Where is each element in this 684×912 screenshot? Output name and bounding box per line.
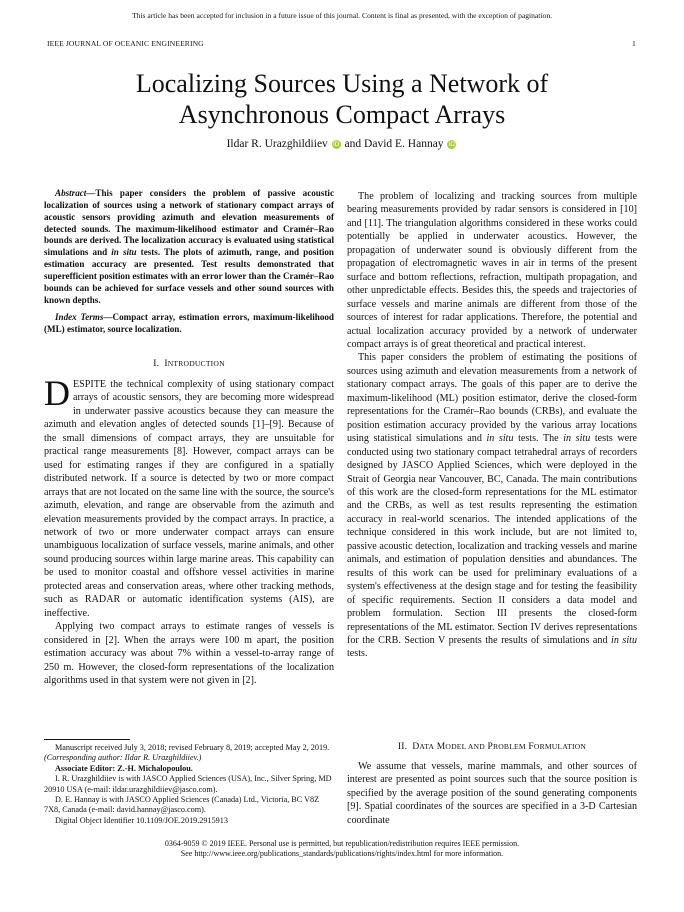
corresponding-author: (Corresponding author: Ildar R. Urazghildiiev.): [44, 753, 202, 763]
introduction-body: [44, 373, 334, 687]
footnotes: [44, 743, 334, 826]
abstract-text: This paper considers the problem of passive acoustic localization of sources using a network of stationary compact arrays of acoustic sensors providing azimuth and elevation measurements of detected sounds. The maximum-likelihood estimator and Cramér–Rao bounds are derived. The localization accuracy is evaluated using statistical simulations and: [44, 188, 334, 258]
copyright-line-2[interactable]: See http://www.ieee.org/publications_standards/publications/rights/index.html for more information.: [180, 849, 504, 859]
acceptance-banner: This article has been accepted for inclusion in a future issue of this journal. Content is final as presented, with the exception of pagination.: [131, 11, 553, 20]
author-1[interactable]: Ildar R. Urazghildiiev: [226, 138, 328, 150]
copyright-notice: [0, 839, 684, 860]
right-column-body: [347, 190, 637, 661]
abstract: [44, 188, 334, 306]
manuscript-dates: Manuscript received July 3, 2018; revised February 8, 2019; accepted May 2, 2019.: [55, 743, 330, 752]
affiliation-2: D. E. Hannay is with JASCO Applied Sciences (Canada) Ltd., Victoria, BC V8Z 7X8, Canada (e-mail: david.hannay@jasco.com).: [44, 795, 320, 815]
title-line-2: Asynchronous Compact Arrays: [178, 100, 506, 129]
section-heading-introduction: I. INTRODUCTION: [153, 359, 225, 369]
right-paragraph-1: The problem of localizing and tracking sources from multiple bearing measurements provided by radar sensors is considered in [10] and [11]. The triangulation algorithms considered in these works could potentially be applied in underwater acoustics. However, the propagation of underwater sound is obviously different from the propagation of electromagnetic waves in air in terms of the present surface and bottom reflections, refraction, multipath propagation, and other unpredictable effects. Besides this, the speeds and trajectories of surface vessels and marine animals are different from those of the sources of interest for radar applications. Therefore, the potential and actual localization accuracy provided by a network of underwater compact arrays is of great theoretical and practical interest.: [347, 191, 637, 350]
author-2[interactable]: David E. Hannay: [364, 138, 444, 150]
section-heading-data-model: II. DATA MODEL AND PROBLEM FORMULATION: [397, 742, 587, 752]
abstract-label: Abstract—: [55, 188, 96, 198]
index-terms-text: —Compact array, estimation errors, maximum-likelihood (ML) estimator, source localization.: [44, 312, 334, 334]
intro-first-word: ESPITE: [73, 379, 107, 390]
index-terms-label: Index Terms: [55, 312, 104, 322]
associate-editor: Associate Editor: Z.-H. Michalopoulou.: [55, 763, 193, 773]
journal-header: IEEE JOURNAL OF OCEANIC ENGINEERING: [47, 39, 204, 48]
abstract-text-end: tests. The plots of azimuth, range, and position estimation accuracy are presented. Test results demonstrated that superefficient position estimates with an error lower than the Cramér–Rao bounds can be achieved for surface vessels and other sound sources with known depths.: [44, 247, 334, 305]
page-number: 1: [632, 39, 636, 48]
copyright-line-1: 0364-9059 © 2019 IEEE. Personal use is permitted, but republication/redistribution requires IEEE permission.: [164, 839, 520, 848]
abstract-in-situ: in situ: [111, 247, 137, 258]
intro-paragraph-1: the technical complexity of using stationary compact arrays of acoustic sensors, they are becoming more widespread in underwater passive acoustics because they can measure the azimuth and elevation angles of detected sounds [1]–[9]. Because of the small dimensions of compact arrays, they are unsuitable for practical range measurements [8]. However, compact arrays can be used for estimating ranges if they are configured in a spatially distributed network. If a source is detected by two or more compact arrays that are not located on the same line with the source, the source's azimuth, elevation, and range are observable from the azimuth and elevation measurements provided by the compact arrays. In practice, a network of two or more underwater compact arrays can ensure unambiguous localization of surface vessels, marine animals, and other sound producing sources within large marine areas. This capability can be used to monitor coastal and offshore vessel activities in marine protected areas and conservation areas, where other tracking methods, such as RADAR or automatic identification systems (AIS), are ineffective.: [44, 379, 334, 619]
orcid-icon[interactable]: iD: [333, 141, 340, 148]
intro-paragraph-2: Applying two compact arrays to estimate ranges of vessels is considered in [2]. When the arrays were 100 m apart, the position estimation accuracy was about 7% within a vessel-to-array range of 250 m. However, the closed-form representations of the localization algorithms used in that system were not given in [2].: [44, 621, 334, 686]
title-line-1: Localizing Sources Using a Network of: [135, 69, 549, 98]
author-list: [0, 138, 684, 150]
orcid-icon[interactable]: iD: [448, 141, 455, 148]
section2-body: [347, 760, 637, 827]
footnote-divider: [44, 739, 130, 740]
doi[interactable]: Digital Object Identifier 10.1109/JOE.2019.2915913: [55, 815, 228, 825]
paper-title: [0, 68, 684, 130]
author-conjunction: and: [344, 138, 362, 150]
affiliation-1: I. R. Urazghildiiev is with JASCO Applied Sciences (USA), Inc., Silver Spring, MD 20910 USA (e-mail: ildar.urazghildiiev@jasco.com).: [44, 774, 332, 794]
drop-cap: D: [44, 373, 70, 413]
section2-paragraph-1: We assume that vessels, marine mammals, and other sources of interest are presented as point sources such that the source position is specified by the average position of the sound generating components [9]. Spatial coordinates of the sources are specified in a 3-D Cartesian coordinate: [347, 761, 637, 826]
index-terms: [44, 312, 334, 336]
right-paragraph-2: This paper considers the problem of estimating the positions of sources using azimuth and elevation measurements from a network of stationary compact arrays. The goals of this paper are to derive the maximum-likelihood (ML) position estimator, derive the closed-form representations for the Cramér–Rao bounds (CRBs), and evaluate the position estimation accuracy provided by the various array locations using statistical simulations and in situ tests. The in situ tests were conducted using two stationary compact tetrahedral arrays of recorders designed by JASCO Applied Sciences, which were deployed in the Strait of Georgia near Vancouver, BC, Canada. The main contributions of this work are the closed-form representations for the ML estimator and the CRBs, as well as test results representing the estimation accuracy in real-world scenarios. The intended applications of the technique considered in this work include, but are not limited to, passive acoustic detection, localization and tracking vessels and marine animals, and estimation of population densities and abundances. The results of this work can be used for preliminary evaluations of a system's effectiveness at the design stage and for testing the feasibility of specific requirements. Section II considers a data model and problem formulation. Section III presents the closed-form representations of the ML estimator. Section IV derives representations for the CRB. Section V presents the results of simulations and in situ tests.: [347, 352, 637, 660]
